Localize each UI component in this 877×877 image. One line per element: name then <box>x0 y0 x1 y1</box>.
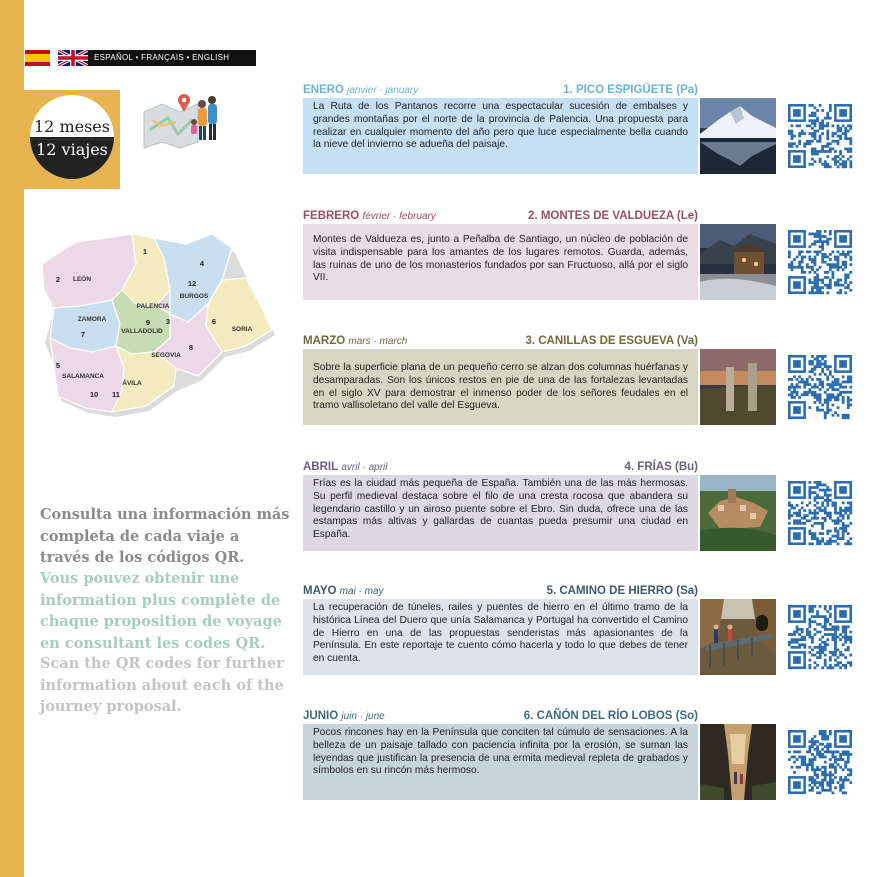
map-label-palencia: PALENCIA <box>136 303 170 310</box>
spain-flag-icon[interactable] <box>25 50 50 66</box>
month-header <box>303 461 698 475</box>
trip-photo-columns <box>700 349 776 425</box>
month-section-mayo <box>303 585 855 675</box>
month-name: MARZO <box>303 335 346 347</box>
qr-code-icon[interactable] <box>785 599 855 675</box>
trip-photo-bridge <box>700 599 776 675</box>
trip-title: 2. MONTES DE VALDUEZA (Le) <box>528 210 698 222</box>
trip-photo-village <box>700 224 776 300</box>
month-header <box>303 585 698 599</box>
map-number-10: 10 <box>89 390 99 399</box>
trip-description: Montes de Valdueza es, junto a Peñalba de Santiago, un núcleo de población de visita indispensable para los amantes de los lugares remotos. Guarda, además, las ruinas de uno de los monasterios fundados por san Fructuoso, allá por el siglo VII. <box>303 224 698 300</box>
map-number-6: 6 <box>211 317 217 326</box>
month-section-febrero <box>303 210 855 300</box>
map-number-4: 4 <box>199 259 205 268</box>
map-number-12: 12 <box>187 279 197 288</box>
info-text-english: Scan the QR codes for further information about each of the journey proposal. <box>40 655 284 715</box>
map-label-leon: LEÓN <box>72 276 92 283</box>
trip-title: 4. FRÍAS (Bu) <box>624 461 698 473</box>
map-number-8: 8 <box>188 343 194 352</box>
month-header <box>303 710 698 724</box>
month-translation: janvier · january <box>347 85 419 96</box>
month-header <box>303 335 698 349</box>
map-number-7: 7 <box>80 330 86 339</box>
map-label-avila: ÁVILA <box>122 380 142 387</box>
map-number-9: 9 <box>145 318 151 327</box>
month-translation: février · february <box>362 211 436 222</box>
map-label-valladolid: VALLADOLID <box>121 328 163 335</box>
map-label-segovia: SEGOVIA <box>151 352 181 359</box>
month-name: ENERO <box>303 84 344 96</box>
map-number-11: 11 <box>112 390 120 399</box>
month-header <box>303 210 698 224</box>
map-number-1: 1 <box>142 247 148 256</box>
trip-description: Frías es la ciudad más pequeña de España. También una de las más hermosas. Su perfil medieval destaca sobre el filo de una cresta rocosa que abandera su legendario castillo y un airoso puente sobre el Ebro. Sin duda, ofrece una de las estampas más altivas y gallardas de cuantas pueda presumir una ciudad en España. <box>303 475 698 551</box>
map-label-burgos: BURGOS <box>179 293 209 300</box>
map-label-zamora: ZAMORA <box>77 316 107 323</box>
badge-line-2: 12 viajes <box>30 139 114 159</box>
badge-line-1: 12 meses <box>34 117 110 136</box>
month-name: ABRIL <box>303 461 339 473</box>
month-name: JUNIO <box>303 710 339 722</box>
map-number-5: 5 <box>55 361 61 370</box>
language-selector[interactable]: ESPAÑOL • FRANÇAIS • ENGLISH <box>88 50 256 66</box>
month-section-junio <box>303 710 855 800</box>
month-section-enero <box>303 84 855 174</box>
month-name: MAYO <box>303 585 337 597</box>
travel-map-icon <box>138 90 228 150</box>
info-text-french: Vous pouvez obtenir une information plus complète de chaque proposition de voyage en consultant les codes QR. <box>40 570 282 652</box>
qr-code-icon[interactable] <box>785 724 855 800</box>
trip-title: 3. CANILLAS DE ESGUEVA (Va) <box>525 335 698 347</box>
month-section-marzo <box>303 335 855 425</box>
map-label-soria: SORIA <box>231 326 253 333</box>
qr-code-icon[interactable] <box>785 224 855 300</box>
map-number-2: 2 <box>55 275 61 284</box>
trip-title: 1. PICO ESPIGÜETE (Pa) <box>563 84 698 96</box>
sidebar-accent-bar <box>0 0 24 877</box>
castilla-leon-map <box>36 228 280 424</box>
trip-description: Pocos rincones hay en la Península que conciten tal cúmulo de sensaciones. A la belleza de un paisaje tallado con paciencia infinita por la erosión, se suman las leyendas que justifican la presencia de una ermita medieval repleta de grabados y símbolos en su rincón más hermoso. <box>303 724 698 800</box>
trip-description: La recuperación de túneles, railes y puentes de hierro en el último tramo de la histórica Línea del Duero que unía Salamanca y Portugal ha convertido el Camino de Hierro en una de las propuestas senderistas más apasionantes de la Península. En este reportaje te cuento cómo hacerla y todo lo que debes de tener en cuenta. <box>303 599 698 675</box>
trip-description: La Ruta de los Pantanos recorre una espectacular sucesión de embalses y grandes montañas por el norte de la provincia de Palencia. Una propuesta para realizar en cualquier momento del año pero que luce especialmente bella cuando la nieve del invierno se adueña del paisaje. <box>303 98 698 174</box>
trip-title: 5. CAMINO DE HIERRO (Sa) <box>546 585 698 597</box>
qr-code-icon[interactable] <box>785 475 855 551</box>
trip-photo-canyon <box>700 724 776 800</box>
month-section-abril <box>303 461 855 551</box>
month-name: FEBRERO <box>303 210 360 222</box>
qr-code-icon[interactable] <box>785 98 855 174</box>
month-translation: avril · april <box>341 462 388 473</box>
trip-photo-town <box>700 475 776 551</box>
month-translation: juin · june <box>341 711 385 722</box>
trip-photo-mountain <box>700 98 776 174</box>
trip-description: Sobre la superficie plana de un pequeño cerro se alzan dos columnas huérfanas y desamparadas. Son los únicos restos en pie de una de las fortalezas levantadas en el siglo XV para demostrar el inmenso poder de los señores feudales en el tramo vallisoletano del valle del Esgueva. <box>303 349 698 425</box>
qr-code-icon[interactable] <box>785 349 855 425</box>
map-number-3: 3 <box>165 317 171 326</box>
month-translation: mai · may <box>339 586 384 597</box>
trip-title: 6. CAÑÓN DEL RÍO LOBOS (So) <box>523 710 698 722</box>
month-header <box>303 84 698 98</box>
info-text-spanish: Consulta una información más completa de cada viaje a través de los códigos QR. <box>40 506 290 566</box>
map-label-salamanca: SALAMANCA <box>62 373 104 380</box>
month-translation: mars · march <box>348 336 408 347</box>
uk-flag-icon[interactable] <box>58 50 88 66</box>
